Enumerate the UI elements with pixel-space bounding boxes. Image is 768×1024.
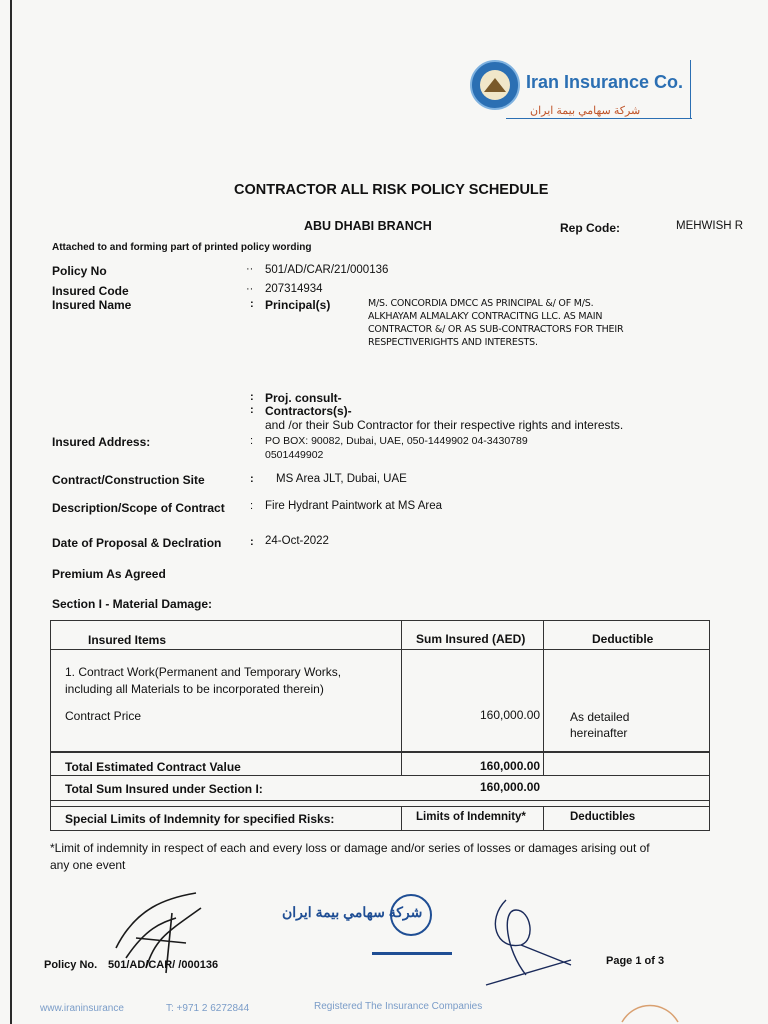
header-insured-items: Insured Items <box>88 633 167 647</box>
insured-address-value: PO BOX: 90082, Dubai, UAE, 050-1449902 04-3430789 0501449902 <box>265 435 528 461</box>
insured-name-label: Insured Name <box>52 298 132 312</box>
header-deductible: Deductible <box>592 632 654 646</box>
page-title: CONTRACTOR ALL RISK POLICY SCHEDULE <box>234 182 549 198</box>
scan-edge-line <box>10 0 12 1024</box>
limits-of-indemnity-label: Limits of Indemnity* <box>416 811 526 823</box>
footer-arc-icon <box>620 995 680 1024</box>
indemnity-footnote: *Limit of indemnity in respect of each and every loss or damage and/or series of losses or damages arising out of any one event <box>50 841 650 872</box>
scope-label: Description/Scope of Contract <box>52 501 225 515</box>
contract-price-label: Contract Price <box>65 709 142 723</box>
principal-value: M/S. CONCORDIA DMCC AS PRINCIPAL &/ OF M/S. ALKHAYAM ALMALAKY CONTRACITNG LLC. AS MAIN CONTRACTOR &/ OR AS SUB-CONTRACTORS FOR THEIR RESPECTIVERIGHTS AND INTERESTS. <box>368 298 624 348</box>
premium-label: Premium As Agreed <box>52 567 166 581</box>
deductibles-label: Deductibles <box>570 811 636 823</box>
policy-no-label: Policy No <box>52 264 107 278</box>
proj-consult-label: Proj. consult- <box>265 391 342 405</box>
footer-phone: T: +971 2 6272844 <box>166 1003 250 1014</box>
scope-value: Fire Hydrant Paintwork at MS Area <box>265 500 443 512</box>
total-sum-value: 160,000.00 <box>480 780 541 794</box>
insured-address-label: Insured Address: <box>52 435 151 449</box>
sub-contractor-text: and /or their Sub Contractor for their respective rights and interests. <box>265 418 624 432</box>
site-value: MS Area JLT, Dubai, UAE <box>276 473 407 485</box>
logo-text: Iran Insurance Co. <box>526 72 684 92</box>
header-sum-insured: Sum Insured (AED) <box>416 632 526 646</box>
date-label: Date of Proposal & Declration <box>52 536 222 550</box>
section-label: Section I - Material Damage: <box>52 597 213 611</box>
insured-code-label: Insured Code <box>52 284 129 298</box>
stamp-emblem-icon <box>390 894 432 936</box>
page-number: Page 1 of 3 <box>606 955 665 967</box>
principal-label: Principal(s) <box>265 298 331 312</box>
document-page: Iran Insurance Co. شركة سهامي بيمة ايران CONTRACTOR ALL RISK POLICY SCHEDULE ABU DHABI BRANCH Rep Code: MEHWISH R Attached to and forming part of printed policy wording Policy No ·· 501/AD/CAR/21/000136 Insured Code ·· 207314934 Insured Name : Principal(s) M/S. CONCORDIA DMCC AS PRINCIPAL &/ OF M/S. ALKHAYAM ALMALAKY CONTRACITNG LLC. AS MAIN CONTRACTOR &/ OR AS SUB-CONTRACTORS FOR THEIR RESPECTIVERIGHTS AND INTERESTS. : Proj. consult- : Contractors(s)- and /or their Sub Contractor for their respective rights and interests. Insured Address: : PO BOX: 90082, Dubai, UAE, 050-1449902 04-3430789 0501449902 Contract/Construction Site : MS Area JLT, Dubai, UAE Description/Scope of Contract : Fire Hydrant Paintwork at MS Area Date of Proposal & Declration : 24-Oct-2022 Premium As Agreed Section I - Material Damage: Insured Items Sum Insured (AED) Deductible 1. Contract Work(Permanent and Temporary Works, including all Materials to be incorporated therein) Contract Price 160,000.00 As detailed hereinafter Total Estimated Contract Value 160,000.00 Total Sum Insured under Section I: 160,000.00 Special Limits of Indemnity for specified Risks: Limits of Indemnity* Deductibles *Limit of indemnity in respect of each and every loss or damage and/or series of losses or damages arising out of any one event شركة سهامي بيمة ايران Policy No. 501/AD/CAR/ /000136 Page 1 of 3 www.iraninsurance T: +971 2 6272844 Registered The Insurance Companies <box>0 0 768 1024</box>
attached-note: Attached to and forming part of printed policy wording <box>52 242 312 253</box>
insured-code-value: 207314934 <box>265 283 323 295</box>
contractors-label: Contractors(s)- <box>265 404 352 418</box>
emblem-icon <box>470 60 520 110</box>
policy-no-value: 501/AD/CAR/21/000136 <box>265 264 389 276</box>
item-description: 1. Contract Work(Permanent and Temporary Works, including all Materials to be incorporated therein) <box>65 665 342 696</box>
signature-right <box>476 890 576 990</box>
footer-registered: Registered The Insurance Companies <box>314 1001 483 1012</box>
date-value: 24-Oct-2022 <box>265 535 329 547</box>
total-sum-label: Total Sum Insured under Section I: <box>65 782 263 796</box>
footer-policy-no-value: 501/AD/CAR/ /000136 <box>108 959 219 971</box>
special-limits-label: Special Limits of Indemnity for specified Risks: <box>65 812 335 826</box>
logo-arabic-text: شركة سهامي بيمة ايران <box>530 105 641 117</box>
company-logo <box>466 58 692 120</box>
total-estimated-value: 160,000.00 <box>480 759 541 773</box>
total-estimated-label: Total Estimated Contract Value <box>65 760 241 774</box>
contract-price-value: 160,000.00 <box>480 708 541 722</box>
footer-policy-no-label: Policy No. <box>44 959 98 971</box>
footer-web: www.iraninsurance <box>40 1003 124 1014</box>
deductible-text: As detailed hereinafter <box>570 710 630 740</box>
company-stamp: شركة سهامي بيمة ايران <box>282 892 452 962</box>
rep-code-value: MEHWISH R <box>676 220 744 232</box>
branch-name: ABU DHABI BRANCH <box>304 219 432 233</box>
rep-code-label: Rep Code: <box>560 221 620 235</box>
site-label: Contract/Construction Site <box>52 473 205 487</box>
